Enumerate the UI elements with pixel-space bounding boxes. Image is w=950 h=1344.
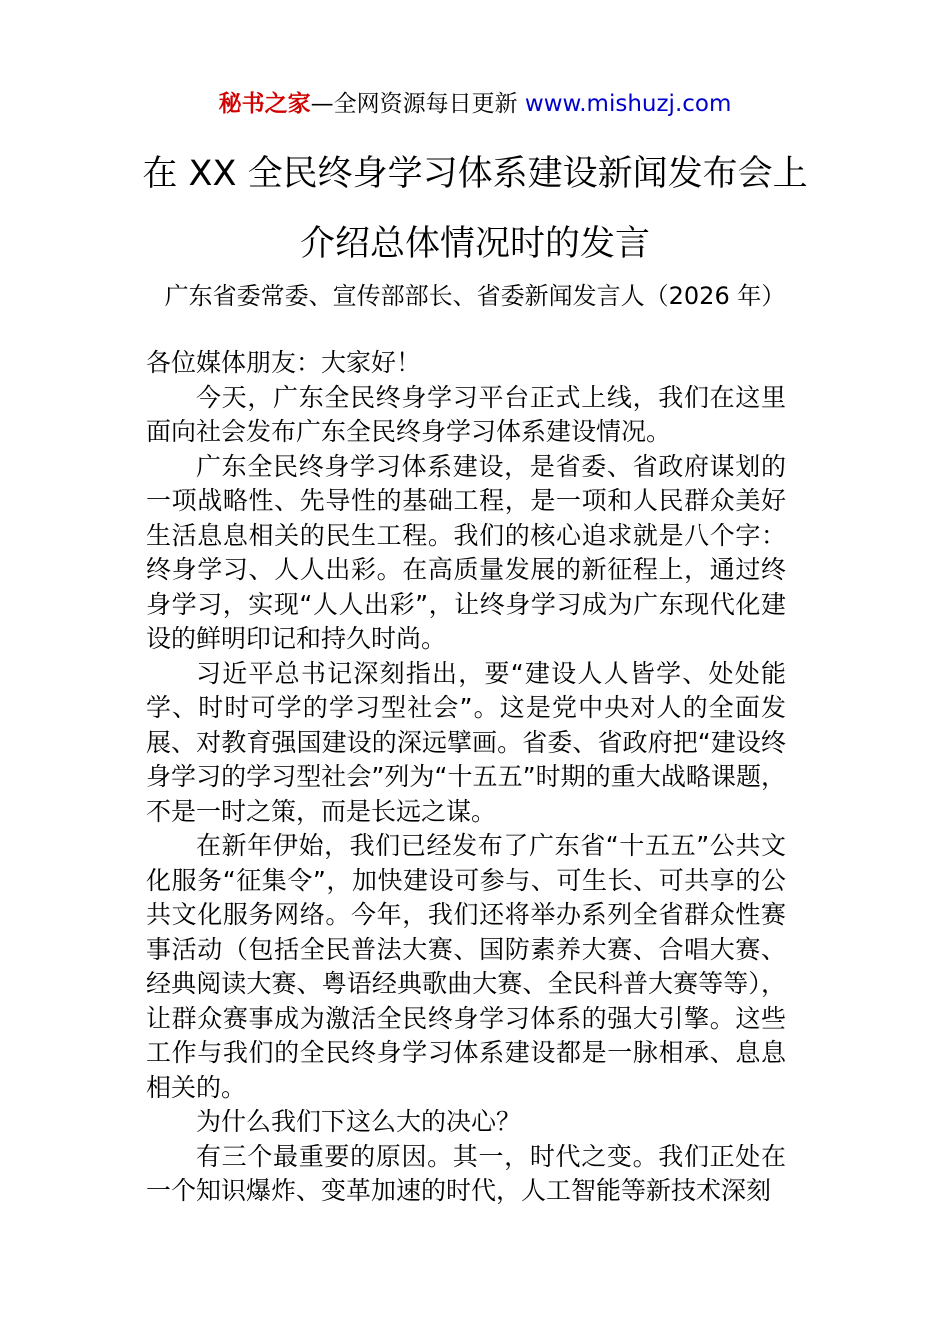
paragraph: 习近平总书记深刻指出，要“建设人人皆学、处处能学、时时可学的学习型社会”。这是党中央对人的全面发展、对教育强国建设的深远擘画。省委、省政府把“建设终身学习的学习型社会”列为“十五五”时期的重大战略课题，不是一时之策，而是长远之谋。: [146, 658, 786, 826]
paragraph: 为什么我们下这么大的决心？: [196, 1107, 522, 1136]
paragraph: 今天，广东全民终身学习平台正式上线，我们在这里面向社会发布广东全民终身学习体系建设情况。: [146, 382, 786, 446]
site-url-link[interactable]: www.mishuzj.com: [524, 91, 732, 117]
paragraph: 广东全民终身学习体系建设，是省委、省政府谋划的一项战略性、先导性的基础工程，是一项和人民群众美好生活息息相关的民生工程。我们的核心追求就是八个字：终身学习、人人出彩。在高质量发展的新征程上，通过终身学习，实现“人人出彩”，让终身学习成为广东现代化建设的鲜明印记和持久时尚。: [146, 451, 786, 653]
site-tagline: —全网资源每日更新: [310, 91, 525, 117]
document-title-line-2: 介绍总体情况时的发言: [299, 224, 650, 264]
greeting: 各位媒体朋友：大家好！: [146, 348, 422, 377]
speaker-line: 广东省委常委、宣传部部长、省委新闻发言人（2026 年）: [164, 282, 786, 310]
speech-body: [146, 346, 786, 1209]
document-title-line-1: 在 XX 全民终身学习体系建设新闻发布会上: [142, 154, 808, 194]
brand-name: 秘书之家: [218, 91, 311, 117]
paragraph: 在新年伊始，我们已经发布了广东省“十五五”公共文化服务“征集令”，加快建设可参与、可生长、可共享的公共文化服务网络。今年，我们还将举办系列全省群众性赛事活动（包括全民普法大赛、国防素养大赛、合唱大赛、经典阅读大赛、粤语经典歌曲大赛、全民科普大赛等等），让群众赛事成为激活全民终身学习体系的强大引擎。这些工作与我们的全民终身学习体系建设都是一脉相承、息息相关的。: [146, 831, 786, 1102]
site-header: [0, 88, 950, 120]
paragraph: 有三个最重要的原因。其一，时代之变。我们正处在一个知识爆炸、变革加速的时代，人工智能等新技术深刻: [146, 1141, 786, 1205]
